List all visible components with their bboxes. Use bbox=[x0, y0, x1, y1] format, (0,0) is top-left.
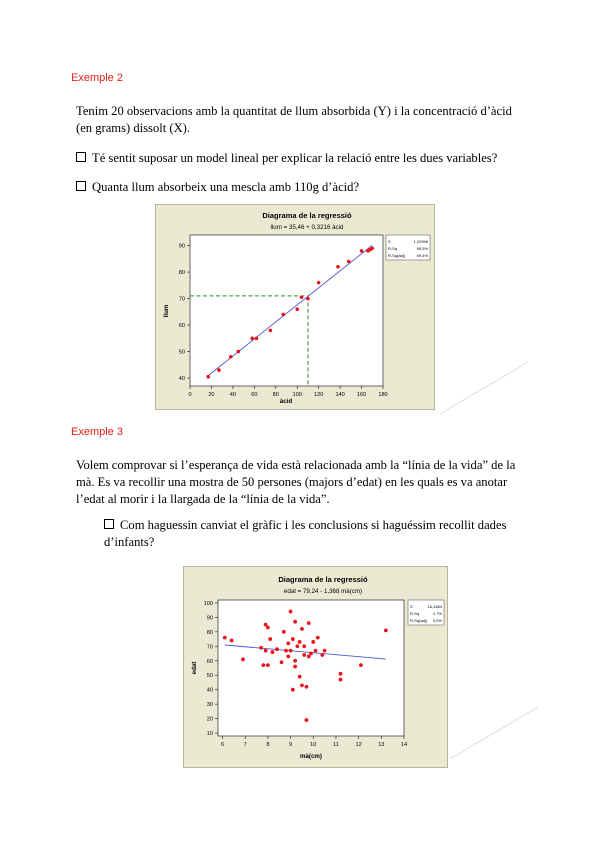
stat-value: 0,0% bbox=[432, 618, 442, 623]
stat-value: 1,7% bbox=[432, 611, 442, 616]
data-point bbox=[298, 640, 302, 644]
data-point bbox=[229, 355, 233, 359]
example-3-paragraph-line: l’edat al morir i la llargada de la “línia de la vida”. bbox=[76, 492, 330, 506]
data-point bbox=[293, 620, 297, 624]
y-tick-label: 50 bbox=[178, 349, 185, 356]
x-tick-label: 60 bbox=[251, 392, 258, 398]
data-point bbox=[320, 653, 324, 657]
y-tick-label: 30 bbox=[206, 702, 213, 709]
data-point bbox=[306, 297, 310, 301]
data-point bbox=[241, 657, 245, 661]
data-point bbox=[206, 375, 210, 379]
data-point bbox=[255, 337, 259, 341]
data-point bbox=[305, 685, 309, 689]
y-tick-label: 60 bbox=[178, 323, 185, 330]
data-point bbox=[289, 649, 293, 653]
example-2-bullet-1 bbox=[76, 150, 497, 167]
data-point bbox=[359, 663, 363, 667]
data-point bbox=[295, 307, 299, 311]
stat-value: 99,5% bbox=[416, 246, 428, 251]
data-point bbox=[336, 265, 340, 269]
data-point bbox=[266, 663, 270, 667]
data-point bbox=[339, 672, 343, 676]
decorative-line bbox=[438, 360, 530, 416]
data-point bbox=[269, 329, 273, 333]
y-tick-label: 90 bbox=[206, 615, 213, 622]
x-tick-label: 6 bbox=[220, 742, 225, 748]
y-tick-label: 40 bbox=[178, 376, 185, 383]
data-point bbox=[280, 660, 284, 664]
example-2-paragraph-line: Tenim 20 observacions amb la quantitat de llum absorbida (Y) i la concentració d’àcid bbox=[76, 104, 512, 118]
example-3-paragraph-line: Volem comprovar si l’esperança de vida està relacionada amb la “línia de la vida” de la bbox=[76, 458, 516, 472]
data-point bbox=[217, 368, 221, 372]
x-tick-label: 9 bbox=[289, 742, 293, 748]
x-tick-label: 80 bbox=[272, 392, 279, 398]
data-point bbox=[291, 637, 295, 641]
y-tick-label: 60 bbox=[206, 658, 213, 665]
x-tick-label: 13 bbox=[378, 742, 385, 748]
y-tick-label: 80 bbox=[206, 629, 213, 636]
example-2-bullet-2 bbox=[76, 179, 359, 196]
stat-label: S bbox=[388, 239, 391, 244]
decorative-line bbox=[448, 705, 540, 761]
x-tick-label: 10 bbox=[310, 742, 317, 748]
data-point bbox=[282, 630, 286, 634]
data-point bbox=[300, 295, 304, 299]
data-point bbox=[275, 647, 279, 651]
data-point bbox=[300, 683, 304, 687]
data-point bbox=[300, 627, 304, 631]
chart-title: Diagrama de la regressió bbox=[262, 211, 352, 220]
data-point bbox=[223, 636, 227, 640]
stat-label: R-Sq bbox=[410, 611, 420, 616]
x-tick-label: 8 bbox=[266, 742, 270, 748]
stat-value: 16,1484 bbox=[427, 604, 442, 609]
data-point bbox=[293, 665, 297, 669]
data-point bbox=[261, 663, 265, 667]
data-point bbox=[307, 621, 311, 625]
data-point bbox=[302, 644, 306, 648]
data-point bbox=[347, 260, 351, 264]
data-point bbox=[311, 640, 315, 644]
data-point bbox=[309, 652, 313, 656]
data-point bbox=[250, 337, 254, 341]
stat-label: S bbox=[410, 604, 413, 609]
example-3-heading: Exemple 3 bbox=[71, 426, 123, 438]
data-point bbox=[305, 718, 309, 722]
stat-label: R-Sq bbox=[388, 246, 398, 251]
bullet-text: Quanta llum absorbeix una mescla amb 110g d’àcid? bbox=[92, 180, 360, 194]
data-point bbox=[339, 678, 343, 682]
checkbox-icon bbox=[104, 519, 114, 529]
data-point bbox=[284, 649, 288, 653]
bullet-text-continuation: d’infants? bbox=[104, 535, 155, 549]
chart-title: Diagrama de la regressió bbox=[278, 575, 368, 584]
x-tick-label: 11 bbox=[333, 742, 339, 748]
data-point bbox=[264, 649, 268, 653]
checkbox-icon bbox=[76, 152, 86, 162]
y-tick-label: 80 bbox=[178, 270, 185, 277]
data-point bbox=[268, 637, 272, 641]
data-point bbox=[317, 281, 321, 285]
y-tick-label: 20 bbox=[206, 716, 213, 723]
data-point bbox=[360, 249, 364, 253]
x-tick-label: 0 bbox=[188, 392, 192, 398]
example-2-heading: Exemple 2 bbox=[71, 72, 123, 84]
plot-area bbox=[218, 600, 404, 736]
y-axis-label: edat bbox=[191, 661, 198, 675]
data-point bbox=[314, 649, 318, 653]
x-tick-label: 20 bbox=[208, 392, 215, 398]
x-tick-label: 12 bbox=[355, 742, 362, 748]
x-axis-label: mà(cm) bbox=[299, 753, 323, 760]
data-point bbox=[230, 639, 234, 643]
stat-label: R-Sq(adj) bbox=[388, 253, 406, 258]
chart-subtitle: llum = 35,46 + 0,3216 àcid bbox=[270, 224, 344, 231]
y-tick-label: 40 bbox=[206, 687, 213, 694]
bullet-text: Com haguessin canviat el gràfic i les conclusions si haguéssim recollit dades bbox=[120, 518, 507, 532]
data-point bbox=[316, 636, 320, 640]
example-3-paragraph bbox=[76, 457, 546, 508]
x-tick-label: 7 bbox=[243, 742, 247, 748]
data-point bbox=[289, 610, 293, 614]
data-point bbox=[271, 650, 275, 654]
example-3-paragraph-line: mà. Es va recollir una mostra de 50 persones (majors d’edat) en les quals es va anotar bbox=[76, 475, 508, 489]
data-point bbox=[281, 313, 285, 317]
x-tick-label: 180 bbox=[378, 392, 388, 398]
y-tick-label: 50 bbox=[206, 673, 213, 680]
data-point bbox=[236, 350, 240, 354]
y-tick-label: 10 bbox=[206, 731, 213, 738]
bullet-text: Té sentit suposar un model lineal per explicar la relació entre les dues variables? bbox=[92, 151, 498, 165]
y-tick-label: 70 bbox=[206, 644, 213, 651]
data-point bbox=[298, 675, 302, 679]
data-point bbox=[286, 642, 290, 646]
x-tick-label: 160 bbox=[356, 392, 367, 398]
y-axis-label: llum bbox=[163, 304, 170, 318]
stat-value: 1,22998 bbox=[413, 239, 428, 244]
checkbox-icon bbox=[76, 181, 86, 191]
data-point bbox=[323, 649, 327, 653]
y-tick-label: 100 bbox=[203, 600, 213, 607]
data-point bbox=[295, 644, 299, 648]
y-tick-label: 70 bbox=[178, 296, 185, 303]
regression-chart-acid-svg bbox=[155, 204, 435, 410]
plot-area bbox=[190, 235, 383, 386]
example-2-paragraph-line: (en grams) dissolt (X). bbox=[76, 121, 191, 135]
data-point bbox=[384, 628, 388, 632]
stat-label: R-Sq(adj) bbox=[410, 618, 428, 623]
data-point bbox=[259, 646, 263, 650]
data-point bbox=[370, 246, 374, 250]
chart-subtitle: edat = 79,24 - 1,368 mà(cm) bbox=[283, 588, 363, 595]
data-point bbox=[291, 688, 295, 692]
stat-value: 99,4% bbox=[416, 253, 428, 258]
data-point bbox=[286, 655, 290, 659]
data-point bbox=[293, 659, 297, 663]
data-point bbox=[302, 653, 306, 657]
example-3-bullet bbox=[104, 517, 506, 551]
x-tick-label: 40 bbox=[229, 392, 237, 398]
x-tick-label: 120 bbox=[313, 392, 324, 398]
x-tick-label: 14 bbox=[400, 742, 408, 748]
x-tick-label: 140 bbox=[335, 392, 345, 398]
data-point bbox=[266, 626, 270, 630]
x-axis-label: àcid bbox=[279, 398, 293, 405]
example-2-paragraph bbox=[76, 103, 546, 137]
regression-chart-acid bbox=[155, 204, 435, 410]
regression-chart-hand-svg bbox=[183, 566, 448, 768]
x-tick-label: 100 bbox=[292, 392, 302, 398]
y-tick-label: 90 bbox=[178, 243, 185, 250]
regression-chart-hand bbox=[183, 566, 448, 768]
